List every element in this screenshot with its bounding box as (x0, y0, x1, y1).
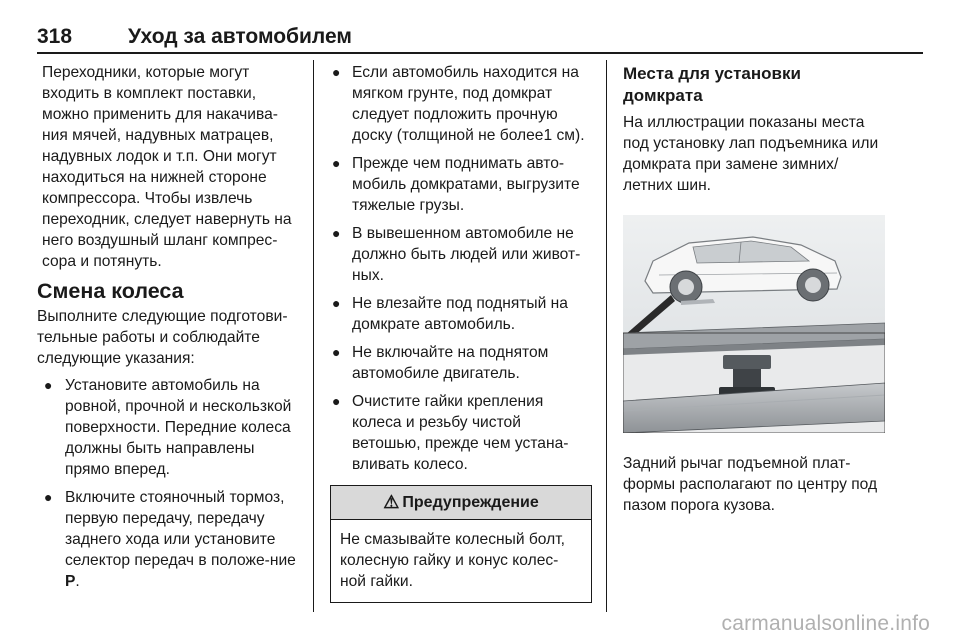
list-item-tail: . (75, 573, 80, 590)
warning-text: Не смазывайте колесный болт, колесную гайку и конус колес-ной гайки. (340, 531, 565, 590)
list-item (37, 375, 299, 480)
list-item (330, 391, 592, 475)
intro-paragraph: Переходники, которые могут входить в комплект поставки, можно применить для накачива-ния мячей, надувных матрацев, надувных лодок и т.п. Они могут находиться на нижней стороне компрессора. Чтобы извлечь переходник, следует навернуть на него воздушный шланг компрес-сора и потянуть. (42, 64, 292, 270)
section-title: Смена колеса (37, 279, 184, 303)
column-divider-1 (313, 60, 314, 612)
bullet-icon: ● (44, 377, 53, 393)
chapter-title: Уход за автомобилем (128, 25, 352, 48)
page-header (37, 22, 923, 56)
list-item-text: Прежде чем поднимать авто-мобиль домкратами, выгрузите тяжелые грузы. (352, 155, 580, 214)
list-item (330, 293, 592, 335)
list-item (330, 342, 592, 384)
preparation-list (37, 375, 299, 592)
page-number: 318 (37, 25, 73, 48)
subsection-title: Места для установки домкрата (623, 64, 801, 105)
watermark: carmanualsonline.info (721, 612, 930, 635)
list-item-text: Включите стояночный тормоз, первую передачу, передачу заднего хода или установите селектор передач в положе-ние (65, 489, 296, 569)
warning-header (331, 486, 591, 520)
figure-caption: Задний рычаг подъемной плат-формы располагают по центру под пазом порога кузова. (623, 455, 878, 514)
column-2 (330, 62, 592, 603)
column-3 (623, 62, 885, 522)
list-item-text: Очистите гайки крепления колеса и резьбу чистой ветошью, прежде чем устана-вливать колесо. (352, 393, 569, 473)
warning-box (330, 485, 592, 603)
illustration-svg (623, 215, 885, 433)
bullet-icon: ● (332, 393, 341, 409)
warning-triangle-icon: ⚠ (383, 492, 400, 512)
warning-title: Предупреждение (402, 494, 539, 511)
subsection-intro: На иллюстрации показаны места под установку лап подъемника или домкрата при замене зимних/ летних шин. (623, 114, 879, 194)
list-item (330, 62, 592, 146)
header-rule (37, 52, 923, 54)
section-intro: Выполните следующие подготови-тельные работы и соблюдайте следующие указания: (37, 308, 288, 367)
gear-position-p: P (65, 573, 76, 590)
bullet-icon: ● (44, 489, 53, 505)
bullet-icon: ● (332, 344, 341, 360)
column-1 (37, 62, 299, 599)
list-item-text: Если автомобиль находится на мягком грунте, под домкрат следует подложить прочную доску (толщиной не более1 см). (352, 64, 585, 144)
list-item-text: Установите автомобиль на ровной, прочной и нескользкой поверхности. Передние колеса должны быть направлены прямо вперед. (65, 377, 292, 478)
bullet-icon: ● (332, 295, 341, 311)
list-item (37, 487, 299, 592)
car-lift-point-illustration (623, 215, 885, 433)
list-item-text: Не влезайте под поднятый на домкрате автомобиль. (352, 295, 568, 333)
safety-list (330, 62, 592, 475)
list-item-text: В вывешенном автомобиле не должно быть людей или живот-ных. (352, 225, 581, 284)
bullet-icon: ● (332, 225, 341, 241)
column-divider-2 (606, 60, 607, 612)
bullet-icon: ● (332, 155, 341, 171)
list-item (330, 223, 592, 286)
list-item-text: Не включайте на поднятом автомобиле двигатель. (352, 344, 549, 382)
list-item (330, 153, 592, 216)
bullet-icon: ● (332, 64, 341, 80)
